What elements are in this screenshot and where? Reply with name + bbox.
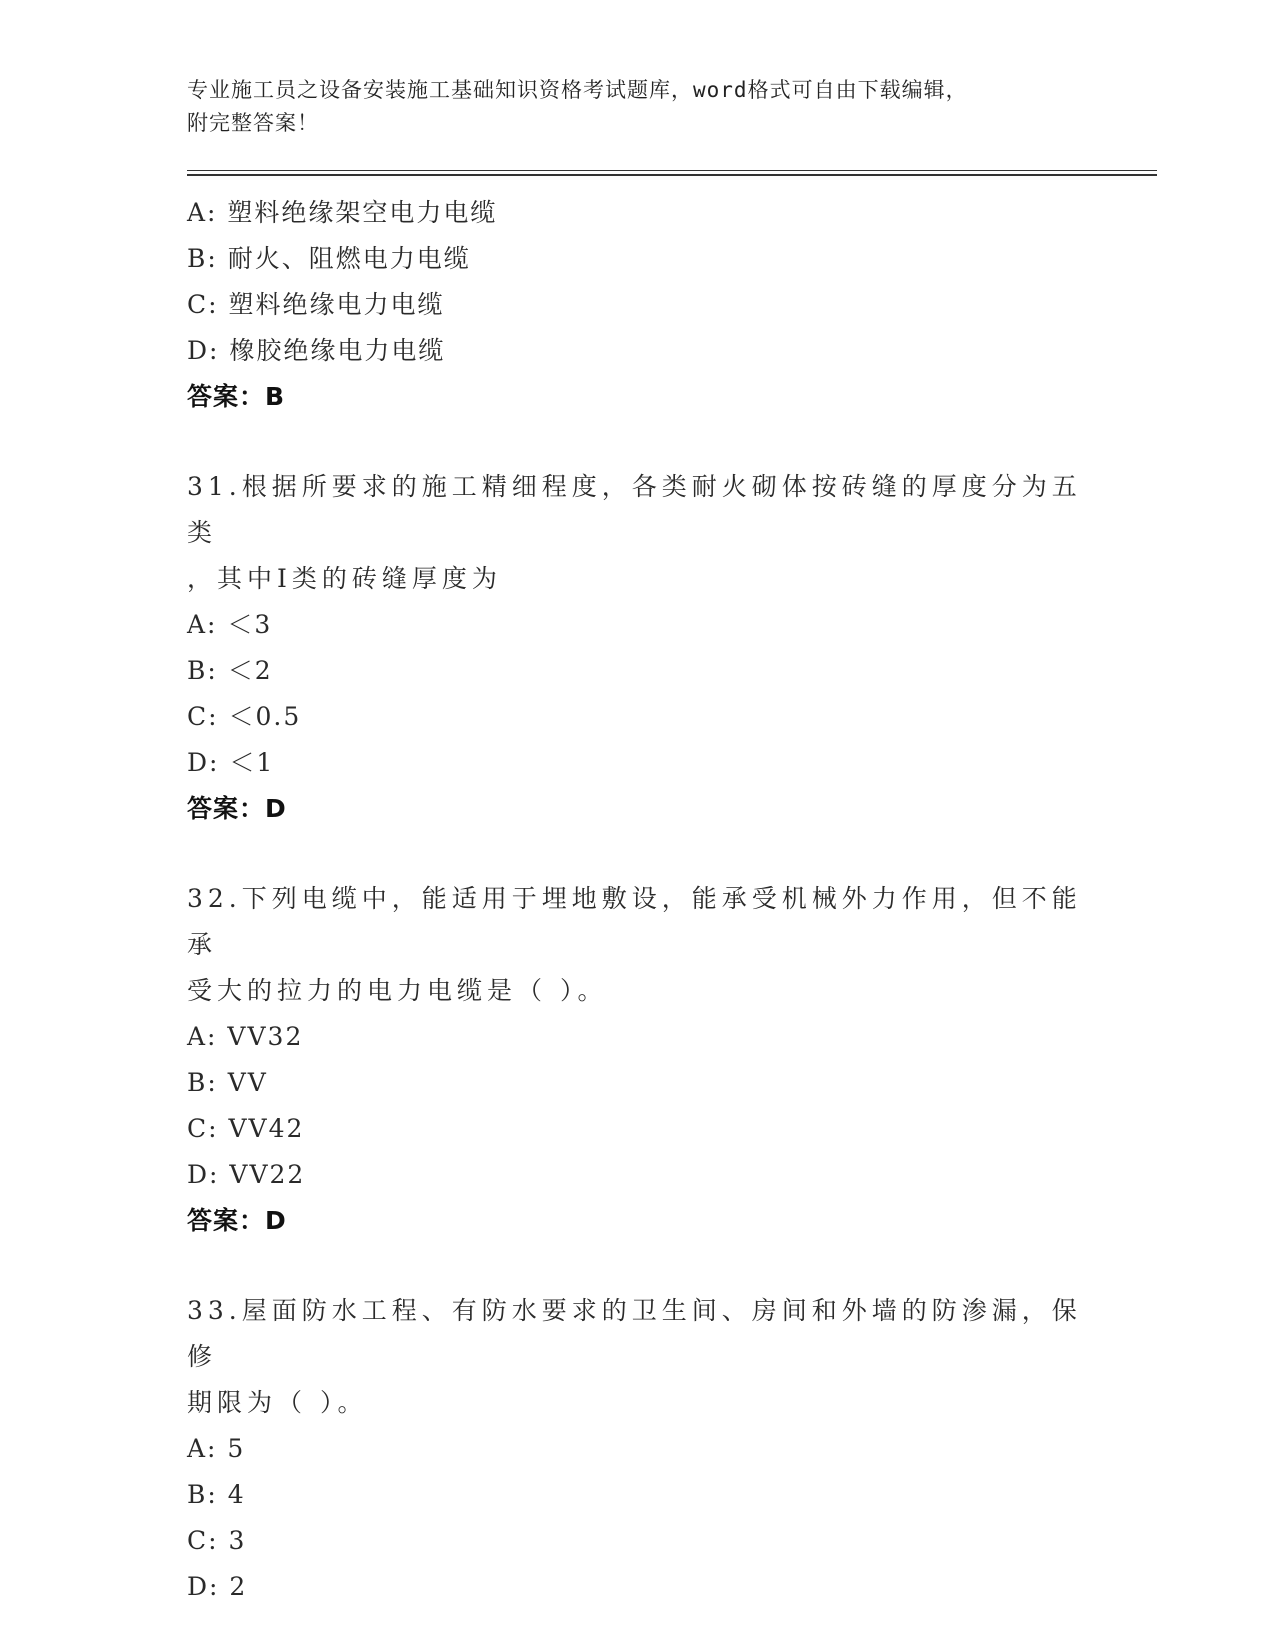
option-b: B: ＜2	[187, 656, 273, 685]
option-b: B: VV	[187, 1068, 268, 1097]
option-d: D: 2	[187, 1572, 248, 1601]
header-rule-bottom	[187, 174, 1157, 176]
spacer	[187, 832, 1087, 876]
header-line-1: 专业施工员之设备安装施工基础知识资格考试题库，word格式可自由下载编辑，	[187, 78, 968, 102]
question-33-line-1: 33.屋面防水工程、有防水要求的卫生间、房间和外墙的防渗漏，保修	[187, 1296, 1082, 1371]
spacer	[187, 1244, 1087, 1288]
option-a: A: 5	[187, 1434, 246, 1463]
prev-question-block	[187, 190, 1087, 420]
option-b: B: 4	[187, 1480, 246, 1509]
document-header	[187, 74, 1067, 140]
answer-line: 答案：D	[187, 1206, 287, 1235]
question-33-line-2: 期限为（ ）。	[187, 1388, 368, 1417]
question-32-line-1: 32.下列电缆中，能适用于埋地敷设，能承受机械外力作用，但不能承	[187, 884, 1082, 959]
option-d: D: VV22	[187, 1160, 306, 1189]
question-32-line-2: 受大的拉力的电力电缆是（ ）。	[187, 976, 608, 1005]
header-rule-top	[187, 170, 1157, 171]
option-c: C: 塑料绝缘电力电缆	[187, 290, 445, 319]
question-31-block	[187, 464, 1087, 832]
option-a: A: ＜3	[187, 610, 273, 639]
question-31-line-2: ，其中Ⅰ类的砖缝厚度为	[187, 564, 502, 593]
question-content	[187, 190, 1087, 1610]
option-c: C: ＜0.5	[187, 702, 302, 731]
question-32-block	[187, 876, 1087, 1244]
option-c: C: VV42	[187, 1114, 305, 1143]
option-d: D: 橡胶绝缘电力电缆	[187, 336, 446, 365]
option-b: B: 耐火、阻燃电力电缆	[187, 244, 471, 273]
question-31-text	[187, 464, 1087, 602]
option-c: C: 3	[187, 1526, 247, 1555]
option-a: A: 塑料绝缘架空电力电缆	[187, 198, 498, 227]
option-a: A: VV32	[187, 1022, 304, 1051]
question-33-block	[187, 1288, 1087, 1610]
question-31-line-1: 31.根据所要求的施工精细程度，各类耐火砌体按砖缝的厚度分为五类	[187, 472, 1082, 547]
answer-line: 答案：D	[187, 794, 287, 823]
option-d: D: ＜1	[187, 748, 275, 777]
answer-line: 答案：B	[187, 382, 286, 411]
question-33-text	[187, 1288, 1087, 1426]
header-line-2: 附完整答案！	[187, 111, 319, 135]
spacer	[187, 420, 1087, 464]
question-32-text	[187, 876, 1087, 1014]
